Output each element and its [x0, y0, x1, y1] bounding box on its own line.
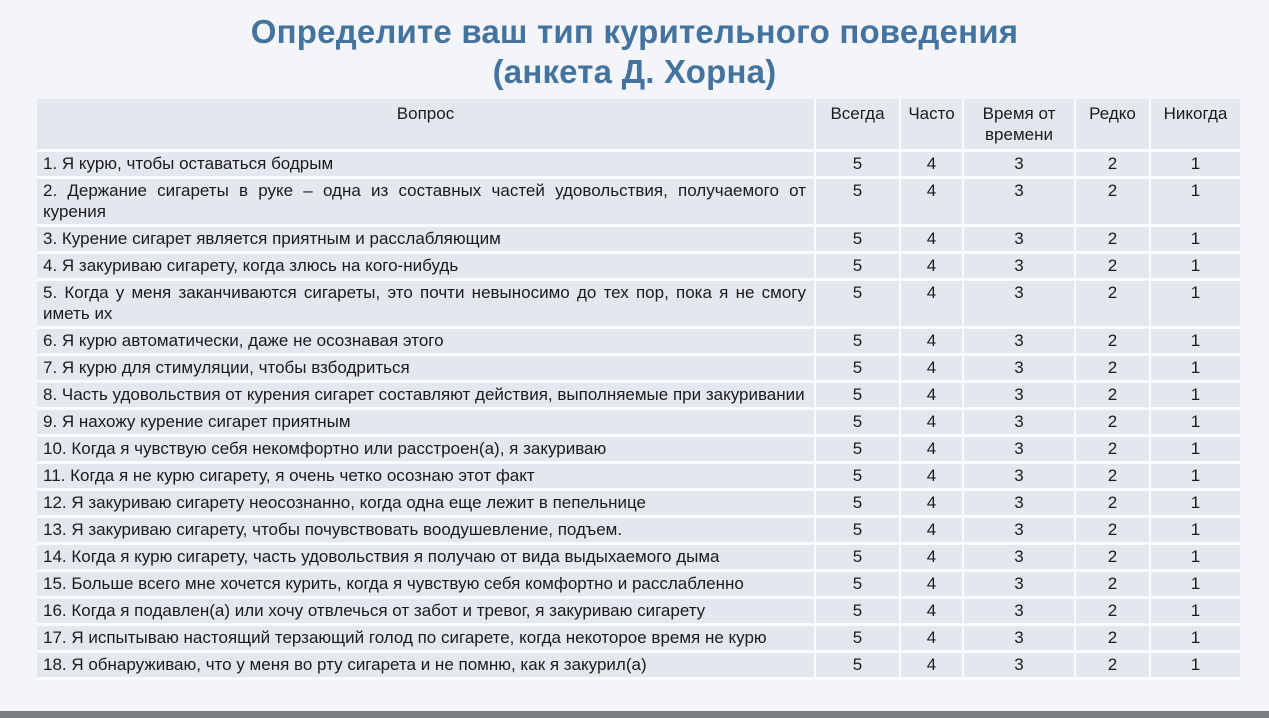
score-cell: 4	[900, 517, 963, 544]
score-cell: 1	[1150, 226, 1240, 253]
question-cell: 6. Я курю автоматически, даже не осознавая этого	[37, 328, 815, 355]
score-cell: 4	[900, 328, 963, 355]
score-cell: 4	[900, 490, 963, 517]
score-cell: 3	[963, 178, 1075, 226]
score-cell: 3	[963, 355, 1075, 382]
score-cell: 3	[963, 280, 1075, 328]
score-cell: 2	[1075, 598, 1150, 625]
table-row	[37, 463, 1240, 490]
score-cell: 3	[963, 571, 1075, 598]
question-cell: 4. Я закуриваю сигарету, когда злюсь на кого-нибудь	[37, 253, 815, 280]
table-row	[37, 436, 1240, 463]
score-cell: 2	[1075, 151, 1150, 178]
score-cell: 5	[815, 355, 900, 382]
score-cell: 2	[1075, 226, 1150, 253]
score-cell: 5	[815, 226, 900, 253]
table-row	[37, 226, 1240, 253]
score-cell: 5	[815, 463, 900, 490]
score-cell: 4	[900, 151, 963, 178]
score-cell: 4	[900, 355, 963, 382]
score-cell: 5	[815, 544, 900, 571]
score-cell: 4	[900, 463, 963, 490]
table-row	[37, 544, 1240, 571]
score-cell: 3	[963, 463, 1075, 490]
score-cell: 3	[963, 151, 1075, 178]
score-cell: 2	[1075, 463, 1150, 490]
score-cell: 1	[1150, 280, 1240, 328]
score-cell: 5	[815, 280, 900, 328]
score-cell: 1	[1150, 409, 1240, 436]
score-cell: 4	[900, 544, 963, 571]
score-cell: 2	[1075, 544, 1150, 571]
bottom-bar	[0, 711, 1269, 718]
score-cell: 1	[1150, 652, 1240, 679]
score-cell: 1	[1150, 463, 1240, 490]
score-cell: 2	[1075, 382, 1150, 409]
score-cell: 3	[963, 652, 1075, 679]
table-body	[37, 151, 1240, 679]
score-cell: 5	[815, 490, 900, 517]
score-cell: 2	[1075, 280, 1150, 328]
question-cell: 15. Больше всего мне хочется курить, когда я чувствую себя комфортно и расслабленно	[37, 571, 815, 598]
question-cell: 17. Я испытываю настоящий терзающий голод по сигарете, когда некоторое время не курю	[37, 625, 815, 652]
score-cell: 2	[1075, 328, 1150, 355]
score-cell: 3	[963, 253, 1075, 280]
table-row	[37, 625, 1240, 652]
question-cell: 9. Я нахожу курение сигарет приятным	[37, 409, 815, 436]
question-cell: 14. Когда я курю сигарету, часть удовольствия я получаю от вида выдыхаемого дыма	[37, 544, 815, 571]
score-cell: 2	[1075, 625, 1150, 652]
table-row	[37, 280, 1240, 328]
score-cell: 4	[900, 178, 963, 226]
score-cell: 1	[1150, 517, 1240, 544]
score-cell: 5	[815, 598, 900, 625]
score-cell: 5	[815, 382, 900, 409]
score-cell: 4	[900, 226, 963, 253]
score-cell: 1	[1150, 178, 1240, 226]
score-cell: 3	[963, 409, 1075, 436]
table-row	[37, 355, 1240, 382]
question-cell: 7. Я курю для стимуляции, чтобы взбодриться	[37, 355, 815, 382]
question-cell: 13. Я закуриваю сигарету, чтобы почувствовать воодушевление, подъем.	[37, 517, 815, 544]
score-cell: 2	[1075, 571, 1150, 598]
questionnaire-table	[37, 99, 1240, 680]
question-cell: 5. Когда у меня заканчиваются сигареты, это почти невыносимо до тех пор, пока я не смогу иметь их	[37, 280, 815, 328]
score-cell: 2	[1075, 355, 1150, 382]
table-row	[37, 571, 1240, 598]
score-cell: 3	[963, 382, 1075, 409]
question-cell: 2. Держание сигареты в руке – одна из составных частей удовольствия, получаемого от курения	[37, 178, 815, 226]
score-cell: 5	[815, 328, 900, 355]
table-row	[37, 328, 1240, 355]
score-cell: 1	[1150, 544, 1240, 571]
score-cell: 1	[1150, 151, 1240, 178]
score-cell: 4	[900, 571, 963, 598]
score-cell: 1	[1150, 382, 1240, 409]
score-cell: 4	[900, 625, 963, 652]
score-cell: 2	[1075, 409, 1150, 436]
question-cell: 16. Когда я подавлен(а) или хочу отвлечься от забот и тревог, я закуриваю сигарету	[37, 598, 815, 625]
score-cell: 2	[1075, 436, 1150, 463]
column-header-always: Всегда	[815, 99, 900, 151]
table-row	[37, 253, 1240, 280]
score-cell: 1	[1150, 598, 1240, 625]
score-cell: 1	[1150, 490, 1240, 517]
score-cell: 5	[815, 409, 900, 436]
table-row	[37, 409, 1240, 436]
table-row	[37, 517, 1240, 544]
question-cell: 3. Курение сигарет является приятным и расслабляющим	[37, 226, 815, 253]
score-cell: 3	[963, 226, 1075, 253]
score-cell: 3	[963, 625, 1075, 652]
question-cell: 10. Когда я чувствую себя некомфортно или расстроен(а), я закуриваю	[37, 436, 815, 463]
table-row	[37, 598, 1240, 625]
score-cell: 5	[815, 151, 900, 178]
score-cell: 1	[1150, 253, 1240, 280]
page-title-line1: Определите ваш тип курительного поведения	[250, 13, 1019, 50]
score-cell: 5	[815, 436, 900, 463]
table-row	[37, 490, 1240, 517]
score-cell: 4	[900, 652, 963, 679]
score-cell: 2	[1075, 517, 1150, 544]
score-cell: 3	[963, 328, 1075, 355]
score-cell: 5	[815, 253, 900, 280]
page-title-line2: (анкета Д. Хорна)	[492, 53, 777, 90]
score-cell: 2	[1075, 253, 1150, 280]
score-cell: 3	[963, 436, 1075, 463]
score-cell: 1	[1150, 355, 1240, 382]
score-cell: 2	[1075, 178, 1150, 226]
score-cell: 3	[963, 490, 1075, 517]
score-cell: 4	[900, 280, 963, 328]
question-cell: 8. Часть удовольствия от курения сигарет составляют действия, выполняемые при закуривании	[37, 382, 815, 409]
score-cell: 1	[1150, 328, 1240, 355]
score-cell: 4	[900, 436, 963, 463]
score-cell: 3	[963, 598, 1075, 625]
score-cell: 4	[900, 382, 963, 409]
score-cell: 1	[1150, 625, 1240, 652]
page-title	[0, 0, 1269, 92]
column-header-rarely: Редко	[1075, 99, 1150, 151]
table-row	[37, 151, 1240, 178]
question-cell: 1. Я курю, чтобы оставаться бодрым	[37, 151, 815, 178]
score-cell: 3	[963, 544, 1075, 571]
score-cell: 5	[815, 571, 900, 598]
score-cell: 1	[1150, 436, 1240, 463]
question-cell: 12. Я закуриваю сигарету неосознанно, когда одна еще лежит в пепельнице	[37, 490, 815, 517]
score-cell: 4	[900, 253, 963, 280]
question-cell: 18. Я обнаруживаю, что у меня во рту сигарета и не помню, как я закурил(а)	[37, 652, 815, 679]
score-cell: 5	[815, 652, 900, 679]
column-header-question: Вопрос	[37, 99, 815, 151]
score-cell: 5	[815, 625, 900, 652]
score-cell: 5	[815, 517, 900, 544]
score-cell: 4	[900, 409, 963, 436]
score-cell: 2	[1075, 490, 1150, 517]
score-cell: 5	[815, 178, 900, 226]
score-cell: 4	[900, 598, 963, 625]
score-cell: 3	[963, 517, 1075, 544]
column-header-never: Никогда	[1150, 99, 1240, 151]
table-row	[37, 178, 1240, 226]
score-cell: 2	[1075, 652, 1150, 679]
score-cell: 1	[1150, 571, 1240, 598]
table-row	[37, 382, 1240, 409]
column-header-often: Часто	[900, 99, 963, 151]
table-header-row	[37, 99, 1240, 151]
table-row	[37, 652, 1240, 679]
column-header-sometimes: Время от времени	[963, 99, 1075, 151]
question-cell: 11. Когда я не курю сигарету, я очень четко осознаю этот факт	[37, 463, 815, 490]
